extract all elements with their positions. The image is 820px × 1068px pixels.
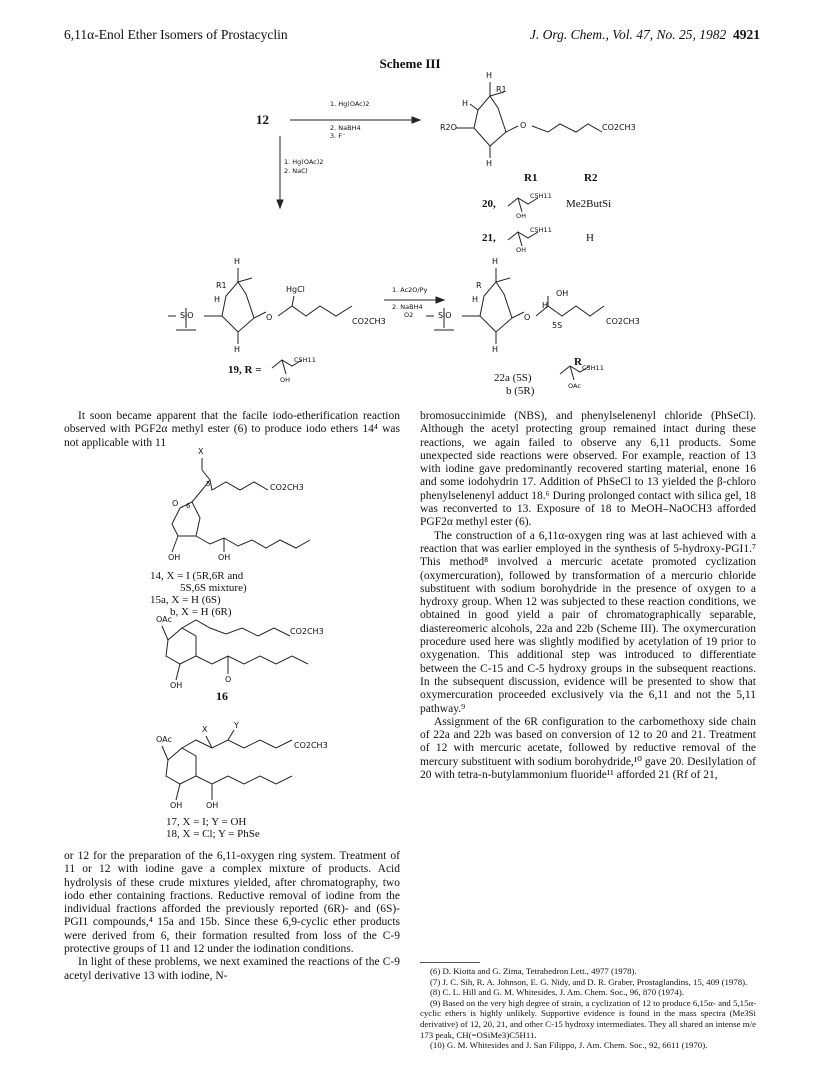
page-number: 4921 — [733, 27, 760, 42]
label-15a: 15a, X = H (6S) — [150, 594, 221, 606]
atom-co2ch3-17: CO2CH3 — [294, 741, 328, 750]
row-21-c5h11: C5H11 — [530, 226, 552, 234]
label-19-c5h11: C5H11 — [294, 356, 316, 364]
atom-h-22-2: H — [472, 295, 479, 304]
reagent-mid-3: O2 — [404, 311, 414, 319]
atom-h-top-2: H — [462, 99, 469, 108]
side-chain-20 — [508, 198, 538, 212]
label-17: 17, X = I; Y = OH — [166, 816, 247, 828]
row-20-oh: OH — [516, 212, 527, 220]
atom-o-top: O — [520, 121, 527, 130]
atom-oh-14-a: OH — [168, 553, 181, 562]
atom-hgcl-19: HgCl — [286, 285, 305, 294]
atom-oh-17-b: OH — [206, 801, 219, 810]
label-18: 18, X = Cl; Y = PhSe — [166, 828, 260, 840]
label-22-r: R — [574, 356, 582, 368]
footnote-6: (6) D. Kiotta and G. Zima, Tetrahedron Lett., 4977 (1978). — [430, 966, 637, 976]
footnote-8: (8) C. L. Hill and G. M. Whitesides, J. Am. Chem. Soc., 96, 870 (1974). — [430, 987, 684, 998]
row-20-r2: Me2ButSi — [566, 198, 612, 210]
atom-h-19-3: H — [234, 345, 241, 354]
para-iodine-treatment: or 12 for the preparation of the 6,11-oxygen ring system. Treatment of 11 or 12 with iodine gave a complex mixture of products. Acid hydrolysis of these crude mixtures yielded, after chromatography, two iodo ether containing fractions. Reductive removal of iodine from the individual fractions afforded the previously reported (6R)- and (6S)-PGI1 compounds,⁴ 15a and 15b. Since these 6,9-cyclic ether products were derived from 6, their formation resulted from loss of the C-9 protective groups of 11 and 12 under the iodination conditions. — [64, 850, 400, 956]
atom-x-14: X — [198, 447, 204, 456]
atom-oh-16: OH — [170, 681, 183, 690]
atom-h-22-3: H — [542, 301, 549, 310]
side-chain-21 — [508, 232, 538, 246]
structure-16 — [162, 620, 308, 680]
right-column-text — [420, 410, 756, 782]
atom-r-22: R — [476, 281, 482, 290]
reagent-right-2: 2. NaBH4 — [330, 124, 361, 132]
atom-r1-top: R1 — [496, 85, 507, 94]
label-16: 16 — [216, 689, 228, 703]
bicyclic-ether-core-top — [456, 82, 602, 158]
left-column-para2 — [64, 850, 400, 983]
footnote-10: (10) G. M. Whitesides and J. San Filippo, J. Am. Chem. Soc., 92, 6611 (1970). — [430, 1040, 708, 1051]
arrow-12-to-19 — [277, 136, 283, 208]
reagent-down-2: 2. NaCl — [284, 167, 308, 175]
atom-o-19: O — [266, 313, 273, 322]
atom-h-top-3: H — [486, 159, 493, 168]
footnote-7: (7) J. C. Sih, R. A. Johnson, E. G. Nidy, and D. R. Graber, Prostaglandins, 15, 409 (1978). — [430, 976, 748, 987]
running-head-title: 6,11α-Enol Ether Isomers of Prostacyclin — [64, 27, 288, 42]
journal-citation: J. Org. Chem., Vol. 47, No. 25, 1982 — [529, 27, 727, 42]
atom-co2ch3-19: CO2CH3 — [352, 317, 386, 326]
reagent-down-1: 1. Hg(OAc)2 — [284, 158, 324, 166]
reagent-mid-1: 1. Ac2O/Py — [392, 286, 428, 294]
label-15b: b, X = H (6R) — [170, 606, 232, 618]
atom-oh-17-a: OH — [170, 801, 183, 810]
atom-h-22: H — [492, 257, 499, 266]
atom-co2ch3-22: CO2CH3 — [606, 317, 640, 326]
table-head-r2: R2 — [584, 172, 598, 184]
label-22-c5h11: C5H11 — [582, 364, 604, 372]
row-20-label: 20, — [482, 198, 496, 210]
atom-h-19: H — [234, 257, 241, 266]
scheme-title: Scheme III — [379, 56, 441, 71]
structure-14-15 — [172, 458, 310, 552]
structure-19 — [168, 268, 352, 374]
row-21-r2: H — [586, 232, 594, 244]
atom-r2o: R2O — [440, 123, 457, 132]
atom-5-14: 5 — [206, 480, 211, 488]
left-column-para1 — [64, 410, 400, 450]
atom-h-19-2: H — [214, 295, 221, 304]
arrow-12-to-20 — [290, 117, 420, 123]
para-assignment: Assignment of the 6R configuration to the carbomethoxy side chain of 22a and 22b was based on conversion of 12 to 20 and 21. Treatment of 12 with mercuric acetate, followed by reductive removal of the mercury substituent with sodium borohydride,¹⁰ gave 20. Desilylation of 20 with tetra-n-butylammonium fluoride¹¹ afforded 21 (Rf of 21, — [420, 715, 756, 782]
atom-o-14: O — [172, 499, 179, 508]
atom-oac-17: OAc — [156, 735, 172, 744]
table-head-r1: R1 — [524, 172, 538, 184]
atom-sio-19: SiO — [180, 311, 194, 320]
footnotes — [420, 966, 756, 1051]
label-22b: b (5R) — [506, 385, 535, 397]
atom-6-14: 6 — [186, 502, 191, 510]
atom-oh-14-b: OH — [218, 553, 231, 562]
atom-5s-22: 5S — [552, 321, 563, 330]
label-22-oac: OAc — [568, 382, 581, 390]
para-nbs: bromosuccinimide (NBS), and phenylselenenyl chloride (PhSeCl). Although the acetyl protecting group remained intact during these reactions, we again failed to observe any 6,11 products. Some unexpected side reactions were observed. For example, reaction of 13 with iodine gave predominantly recovered starting material, enone 16 and some iodohydrin 17. Addition of PhSeCl to 13 yielded the β-chloro phenylselenenyl adduct 18.⁶ During prolonged contact with silica gel, 18 was reconverted to 13. Exposure of 18 to MeOH–NaOCH3 afforded PGF2α methyl ester (6). — [420, 410, 756, 529]
atom-co2ch3-16: CO2CH3 — [290, 627, 324, 636]
structure-17-18 — [162, 730, 292, 800]
atom-r1-19: R1 — [216, 281, 227, 290]
compound-12-label: 12 — [256, 112, 269, 127]
reagent-right-1: 1. Hg(OAc)2 — [330, 100, 370, 108]
row-21-label: 21, — [482, 232, 496, 244]
atom-o-16: O — [225, 675, 232, 684]
atom-oac-16: OAc — [156, 615, 172, 624]
atom-oh-22: OH — [556, 289, 569, 298]
row-21-oh: OH — [516, 246, 527, 254]
atom-co2ch3-14: CO2CH3 — [270, 483, 304, 492]
reagent-mid-2: 2. NaBH4 — [392, 303, 423, 311]
label-14: 14, X = I (5R,6R and — [150, 570, 244, 582]
atom-y-17: Y — [234, 721, 239, 730]
label-19-oh: OH — [280, 376, 291, 384]
label-22a: 22a (5S) — [494, 372, 532, 384]
atom-sio-22: SiO — [438, 311, 452, 320]
row-20-c5h11: C5H11 — [530, 192, 552, 200]
atom-h-top: H — [486, 71, 493, 80]
para-acetyl-derivative: In light of these problems, we next examined the reactions of the C-9 acetyl derivative 13 with iodine, N- — [64, 956, 400, 982]
label-14b: 5S,6S mixture) — [180, 582, 247, 594]
atom-o-22: O — [524, 313, 531, 322]
reagent-right-3: 3. F⁻ — [330, 132, 346, 140]
label-19: 19, R = — [228, 364, 262, 376]
atom-co2ch3-top: CO2CH3 — [602, 123, 636, 132]
para-oxymercuration: The construction of a 6,11α-oxygen ring was at last achieved with a reaction that was earlier employed in the synthesis of 5-hydroxy-PGI1.⁷ This method⁸ involved a mercuric acetate promoted cyclization (oxymercuration), followed by transformation of a mercurio chloride substituent with sodium borohydride in the presence of oxygen to a hydroxy group. When 12 was subjected to these reaction conditions, we obtained in good yield a pair of chromatographically separable, diastereomeric alcohols, 22a and 22b (Scheme III). The oxymercuration procedure used here was slightly modified by acetylation of 19 prior to oxygenation. This additional step was introduced to differentiate between the C-15 and C-5 hydroxy groups in the subsequent reactions. In the subsequent discussion, evidence will be presented to show that oxymercuration proceeded exclusively via the 6,11 and not the 5,11 pathway.⁹ — [420, 529, 756, 715]
atom-h-22-4: H — [492, 345, 499, 354]
atom-x-17: X — [202, 725, 208, 734]
para-iodoetherification: It soon became apparent that the facile iodo-etherification reaction observed with PGF2α methyl ester (6) to produce iodo ethers 14⁴ was not applicable with 11 — [64, 410, 400, 449]
footnote-9: (9) Based on the very high degree of strain, a cyclization of 12 to produce 6,15α- and 5,15α-cyclic ethers is highly unlikely. Supportive evidence is found in the mass spectra (Me3Si derivative) of 12, 20, 21, and other C-15 hydroxy intermediates. They all shared an intense m/e 173 peak, CH(=OSiMe3)C5H11. — [420, 997, 756, 1040]
footnote-rule — [420, 962, 480, 963]
